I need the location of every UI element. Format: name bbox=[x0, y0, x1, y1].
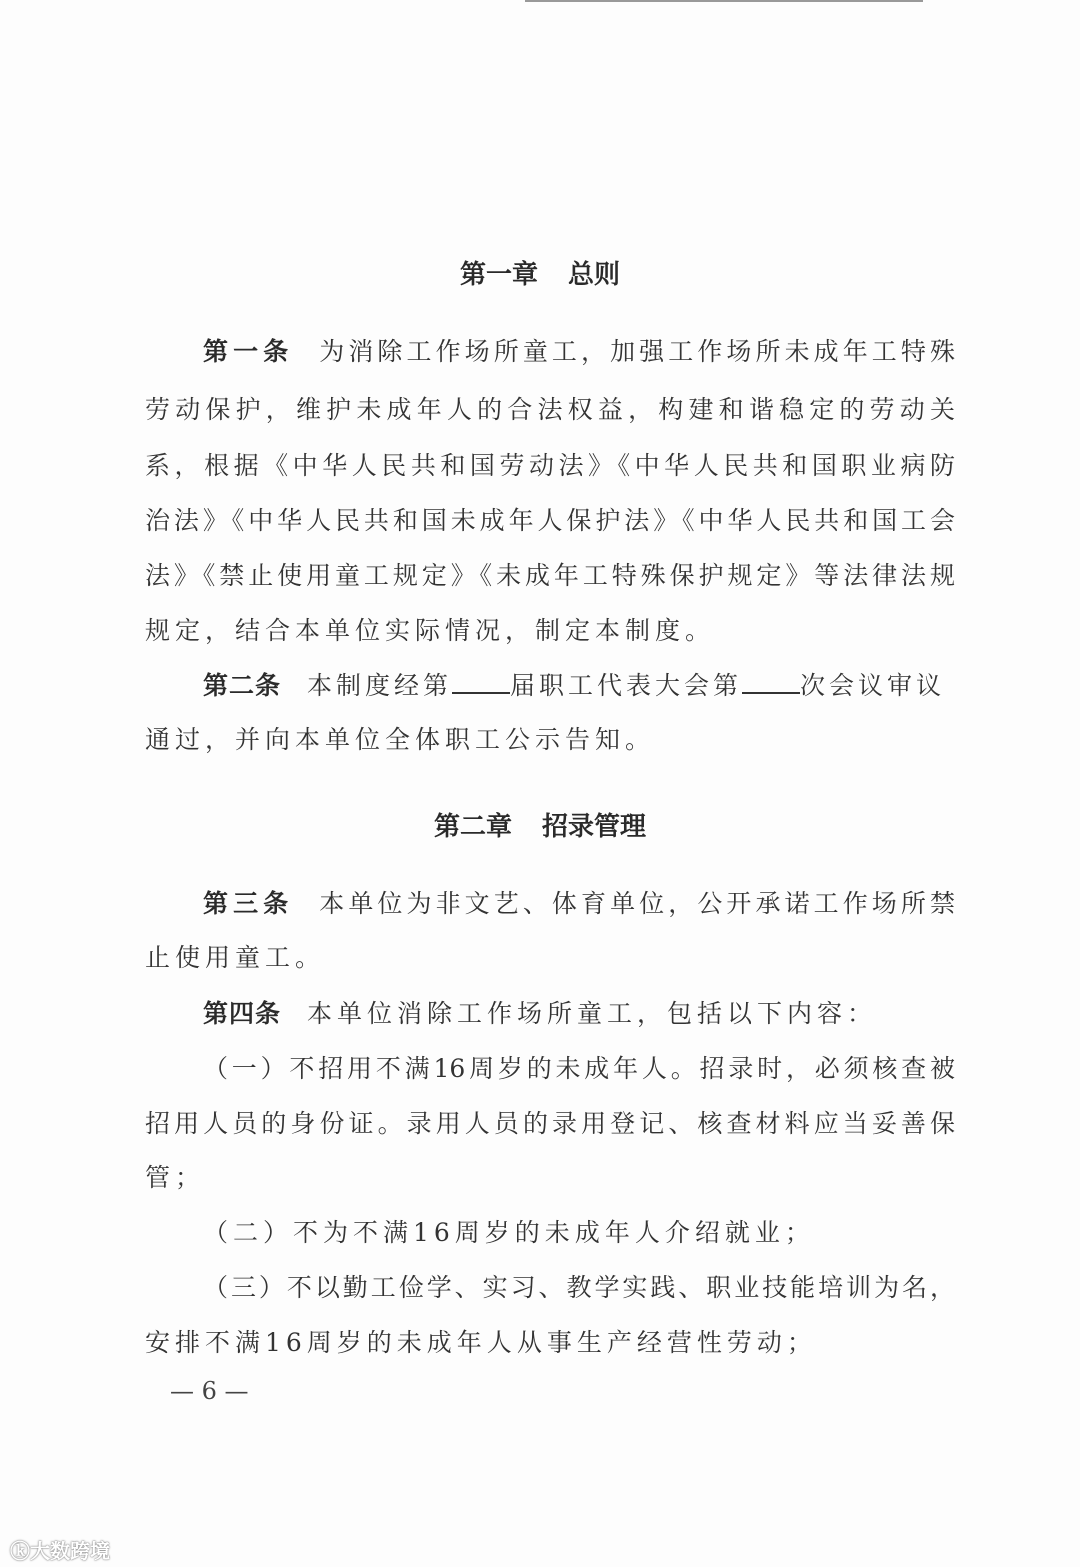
chapter-heading-1: 第一章 总则 bbox=[459, 260, 621, 290]
scan-edge-line bbox=[525, 0, 923, 2]
item-line: 招用人员的身份证。录用人员的录用登记、核查材料应当妥善保 bbox=[145, 1109, 955, 1138]
item-line: 安排不满16周岁的未成年人从事生产经营性劳动； bbox=[145, 1328, 817, 1357]
chapter-heading-2: 第二章 招录管理 bbox=[433, 812, 647, 842]
article-2-line: 通过，并向本单位全体职工公示告知。 bbox=[145, 725, 656, 754]
article-3-line: 第三条 本单位为非文艺、体育单位，公开承诺工作场所禁 bbox=[203, 889, 955, 918]
item-line: （三）不以勤工俭学、实习、教学实践、职业技能培训为名， bbox=[203, 1273, 955, 1302]
item-line: 管； bbox=[145, 1163, 206, 1192]
article-1-line: 法》《禁止使用童工规定》《未成年工特殊保护规定》等法律法规 bbox=[145, 561, 955, 590]
article-2-line: 第二条 本制度经第 届职工代表大会第 次会议审议 bbox=[203, 671, 946, 700]
article-4-line: 第四条 本单位消除工作场所童工，包括以下内容： bbox=[203, 999, 878, 1028]
article-1-line: 劳动保护，维护未成年人的合法权益，构建和谐稳定的劳动关 bbox=[145, 395, 955, 424]
article-1-line: 治法》《中华人民共和国未成年人保护法》《中华人民共和国工会 bbox=[145, 506, 955, 535]
article-3-line: 止使用童工。 bbox=[145, 943, 326, 972]
blank-field bbox=[452, 670, 510, 694]
item-line: （一）不招用不满16周岁的未成年人。招录时，必须核查被 bbox=[203, 1054, 955, 1083]
article-label: 第一条 bbox=[203, 337, 294, 366]
article-1-line: 系，根据《中华人民共和国劳动法》《中华人民共和国职业病防 bbox=[145, 451, 955, 480]
article-1-line: 第一条 为消除工作场所童工，加强工作场所未成年工特殊 bbox=[203, 337, 955, 366]
article-1-line: 规定，结合本单位实际情况，制定本制度。 bbox=[145, 616, 716, 645]
page-number: — 6 — bbox=[170, 1377, 249, 1405]
item-line: （二）不为不满16周岁的未成年人介绍就业； bbox=[203, 1218, 815, 1247]
blank-field bbox=[742, 670, 800, 694]
watermark-logo: ⓚ大数跨境 bbox=[10, 1539, 110, 1563]
